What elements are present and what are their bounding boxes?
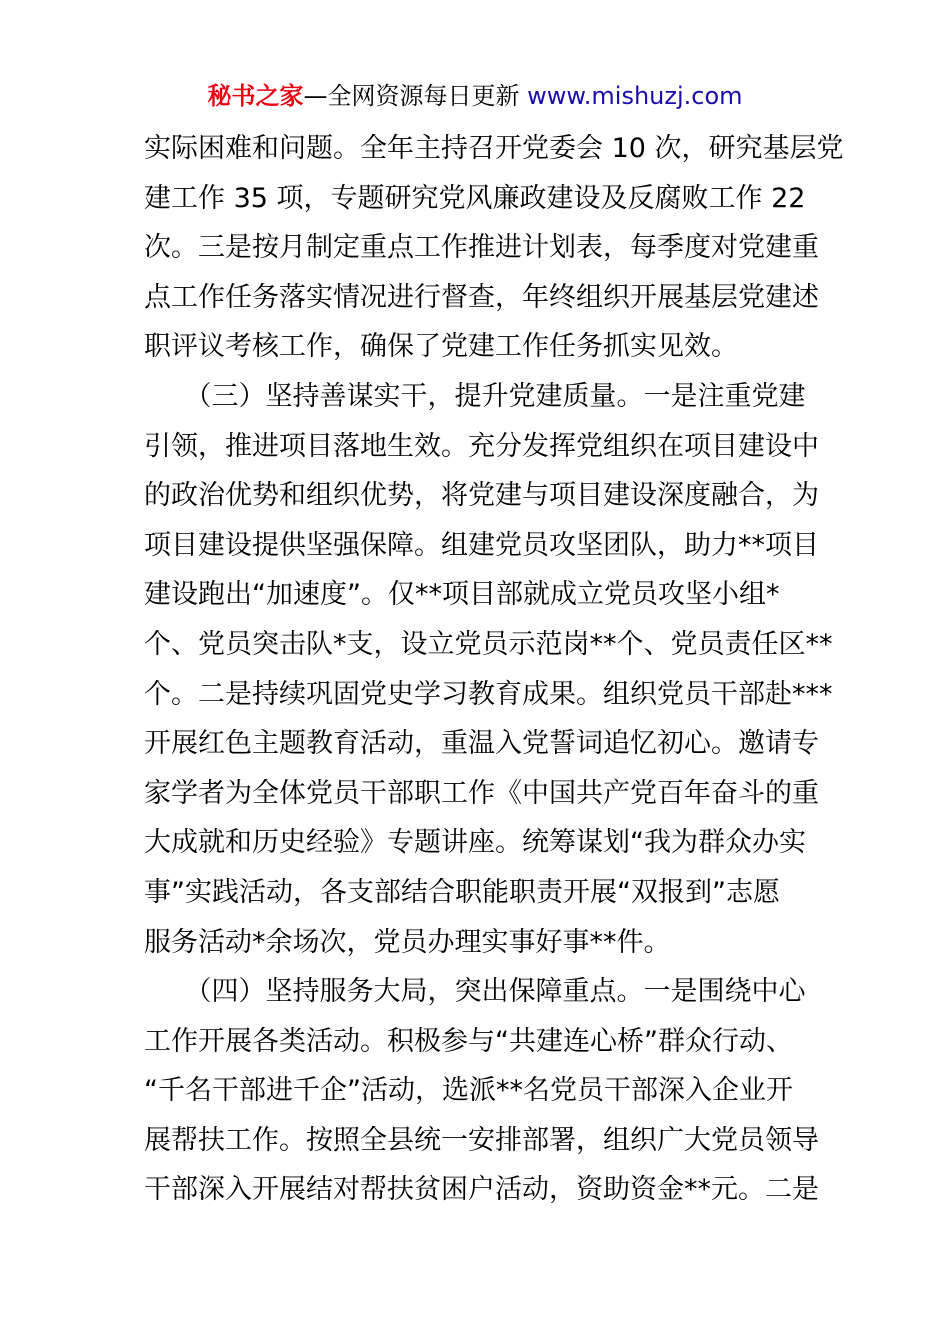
text-line: 大成就和历史经验》专题讲座。统筹谋划“我为群众办实	[144, 827, 806, 859]
text-line: 展帮扶工作。按照全县统一安排部署，组织广大党员领导	[144, 1124, 819, 1156]
site-tagline: —全网资源每日更新	[303, 82, 520, 110]
text-line: 开展红色主题教育活动，重温入党誓词追忆初心。邀请专	[144, 728, 819, 760]
site-header	[0, 79, 950, 113]
text-line: “千名干部进千企”活动，选派**名党员干部深入企业开	[144, 1075, 793, 1107]
text-line: 职评议考核工作，确保了党建工作任务抓实见效。	[144, 331, 738, 363]
text-line: 工作开展各类活动。积极参与“共建连心桥”群众行动、	[144, 1025, 793, 1057]
document-body	[144, 124, 844, 1215]
text-line: 个、党员突击队*支，设立党员示范岗**个、党员责任区**	[144, 628, 833, 660]
text-line: 事”实践活动，各支部结合职能职责开展“双报到”志愿	[144, 876, 780, 908]
text-line: 个。二是持续巩固党史学习教育成果。组织党员干部赴***	[144, 678, 833, 710]
text-line: 引领，推进项目落地生效。充分发挥党组织在项目建设中	[144, 430, 819, 462]
text-line: 实际困难和问题。全年主持召开党委会 10 次，研究基层党	[144, 133, 844, 164]
text-line: 的政治优势和组织优势，将党建与项目建设深度融合，为	[144, 480, 819, 512]
text-line: 建设跑出“加速度”。仅**项目部就成立党员攻坚小组*	[144, 579, 780, 611]
site-brand: 秘书之家	[207, 82, 304, 110]
text-line: （三）坚持善谋实干，提升党建质量。一是注重党建	[144, 380, 806, 412]
text-line: （四）坚持服务大局，突出保障重点。一是围绕中心	[144, 976, 806, 1008]
text-line: 服务活动*余场次，党员办理实事好事**件。	[144, 926, 671, 958]
text-line: 建工作 35 项，专题研究党风廉政建设及反腐败工作 22	[144, 182, 806, 214]
text-line: 次。三是按月制定重点工作推进计划表，每季度对党建重	[144, 232, 819, 264]
text-line: 家学者为全体党员干部职工作《中国共产党百年奋斗的重	[144, 777, 819, 809]
site-url-link[interactable]: www.mishuzj.com	[527, 82, 743, 110]
text-line: 干部深入开展结对帮扶贫困户活动，资助资金**元。二是	[144, 1174, 819, 1206]
text-line: 点工作任务落实情况进行督查，年终组织开展基层党建述	[144, 281, 819, 313]
text-line: 项目建设提供坚强保障。组建党员攻坚团队，助力**项目	[144, 529, 819, 561]
